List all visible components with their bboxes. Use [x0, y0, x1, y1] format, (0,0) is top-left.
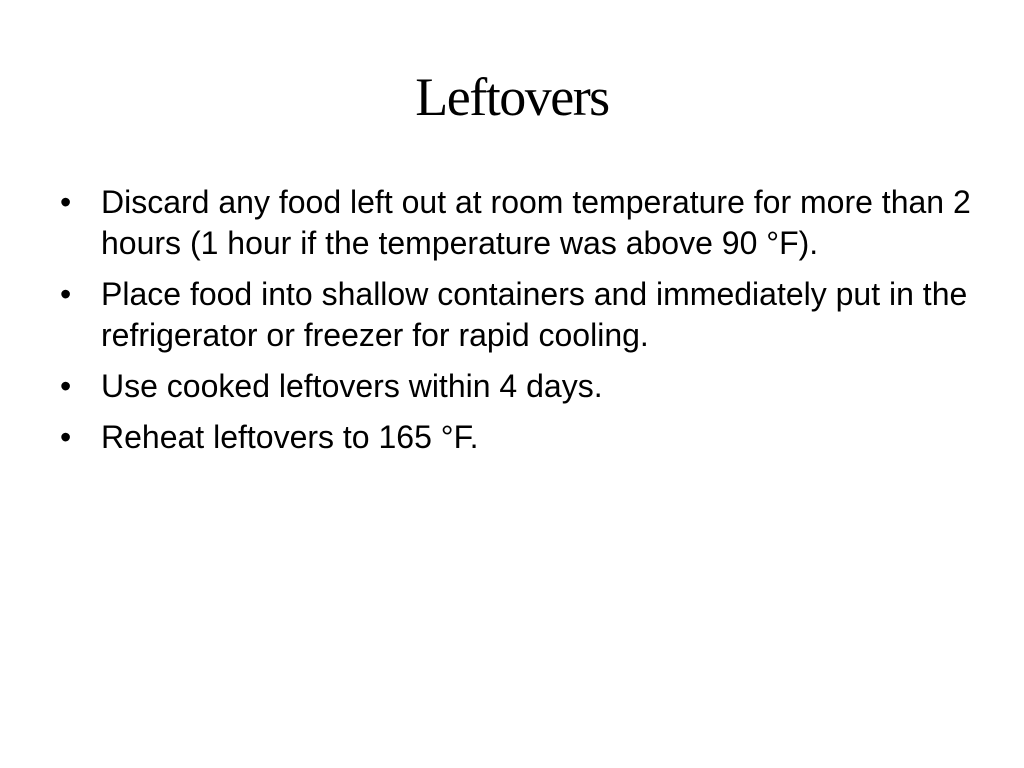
- bullet-item: [56, 417, 986, 458]
- bullet-text: Use cooked leftovers within 4 days.: [101, 368, 603, 404]
- bullet-text: Reheat leftovers to 165 °F.: [101, 419, 479, 455]
- bullet-icon: •: [60, 419, 72, 455]
- bullet-text: Place food into shallow containers and immediately put in the refrigerator or freezer for rapid cooling.: [101, 276, 968, 353]
- bullet-item: [56, 366, 986, 407]
- bullet-icon: •: [60, 368, 72, 404]
- bullet-item: [56, 274, 986, 356]
- bullet-icon: •: [60, 276, 72, 312]
- bullet-item: [56, 182, 986, 264]
- bullet-list: [56, 182, 986, 468]
- slide-title: Leftovers: [415, 67, 609, 127]
- bullet-text: Discard any food left out at room temperature for more than 2 hours (1 hour if the temperature was above 90 °F).: [101, 184, 971, 261]
- bullet-icon: •: [60, 184, 72, 220]
